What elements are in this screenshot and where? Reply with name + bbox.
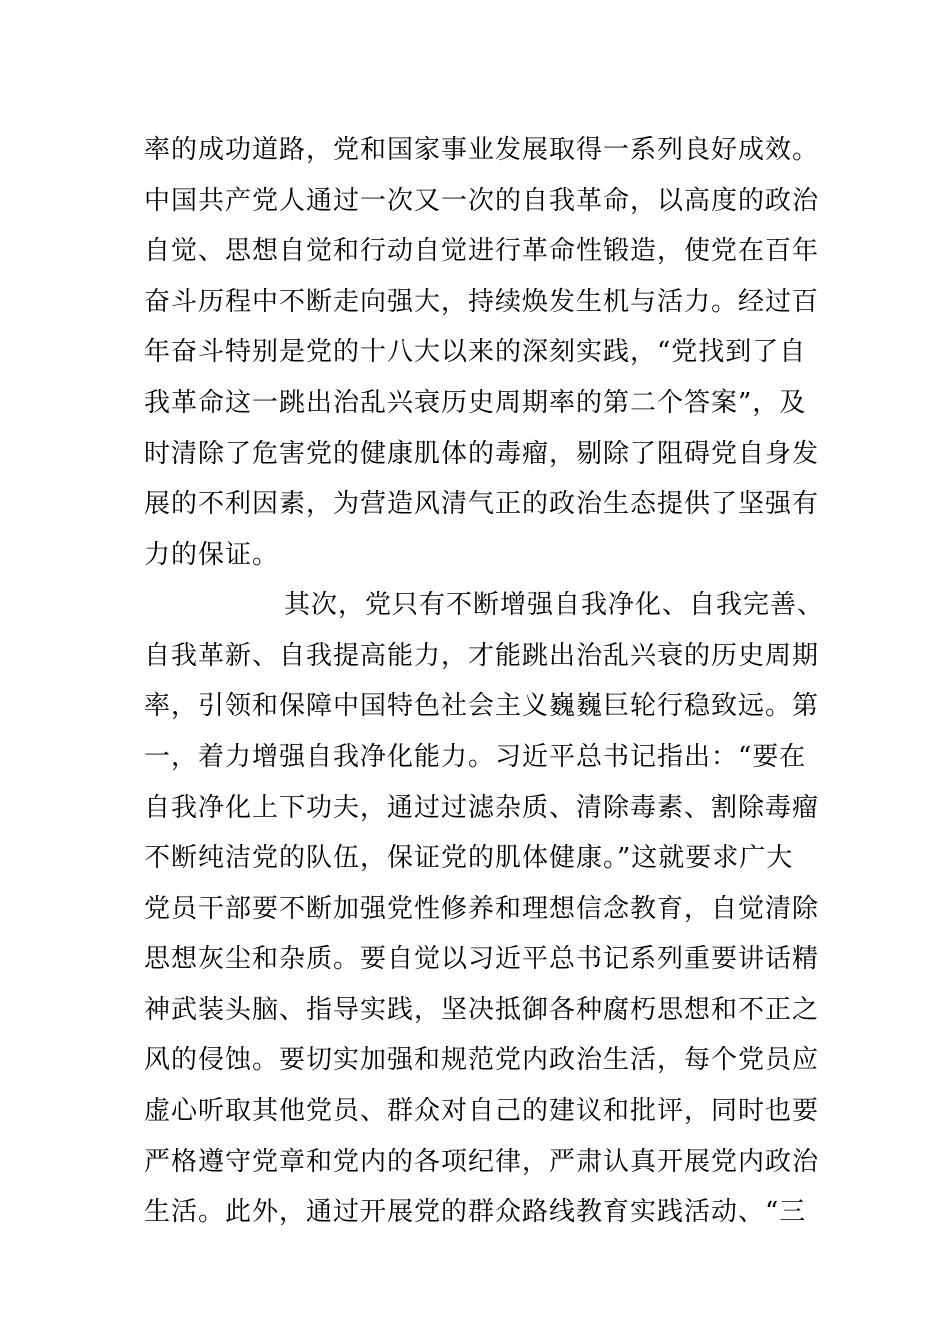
text-line: 奋斗历程中不断走向强大，持续焕发生机与活力。经过百: [144, 287, 820, 317]
text-line: 神武装头脑、指导实践，坚决抵御各种腐朽思想和不正之: [144, 995, 820, 1025]
text-line: 虚心听取其他党员、群众对自己的建议和批评，同时也要: [144, 1096, 820, 1126]
text-line: 年奋斗特别是党的十八大以来的深刻实践，“党找到了自: [144, 337, 807, 367]
text-line: 自觉、思想自觉和行动自觉进行革命性锻造，使党在百年: [144, 236, 820, 266]
text-line: 生活。此外，通过开展党的群众路线教育实践活动、“三: [144, 1197, 807, 1227]
text-line: 党员干部要不断加强党性修养和理想信念教育，自觉清除: [144, 894, 820, 924]
text-line: 思想灰尘和杂质。要自觉以习近平总书记系列重要讲话精: [144, 944, 820, 974]
text-line: 自我革新、自我提高能力，才能跳出治乱兴衰的历史周期: [144, 641, 820, 671]
paragraph-start-line: 其次，党只有不断增强自我净化、自我完善、: [284, 590, 825, 620]
text-line: 率，引领和保障中国特色社会主义巍巍巨轮行稳致远。第: [144, 691, 820, 721]
text-line: 中国共产党人通过一次又一次的自我革命，以高度的政治: [144, 186, 820, 216]
text-line: 风的侵蚀。要切实加强和规范党内政治生活，每个党员应: [144, 1045, 820, 1075]
text-line: 力的保证。: [144, 540, 280, 570]
text-line: 率的成功道路，党和国家事业发展取得一系列良好成效。: [144, 135, 820, 165]
text-line: 自我净化上下功夫，通过过滤杂质、清除毒素、割除毒瘤: [144, 793, 820, 823]
text-line: 时清除了危害党的健康肌体的毒瘤，剔除了阻碍党自身发: [144, 439, 820, 469]
text-line: 严格遵守党章和党内的各项纪律，严肃认真开展党内政治: [144, 1147, 820, 1177]
text-line: 不断纯洁党的队伍，保证党的肌体健康。”这就要求广大: [144, 843, 794, 873]
text-line: 一，着力增强自我净化能力。习近平总书记指出：“要在: [144, 742, 807, 772]
text-line: 我革命这一跳出治乱兴衰历史周期率的第二个答案”，及: [144, 388, 807, 418]
text-line: 展的不利因素，为营造风清气正的政治生态提供了坚强有: [144, 489, 820, 519]
